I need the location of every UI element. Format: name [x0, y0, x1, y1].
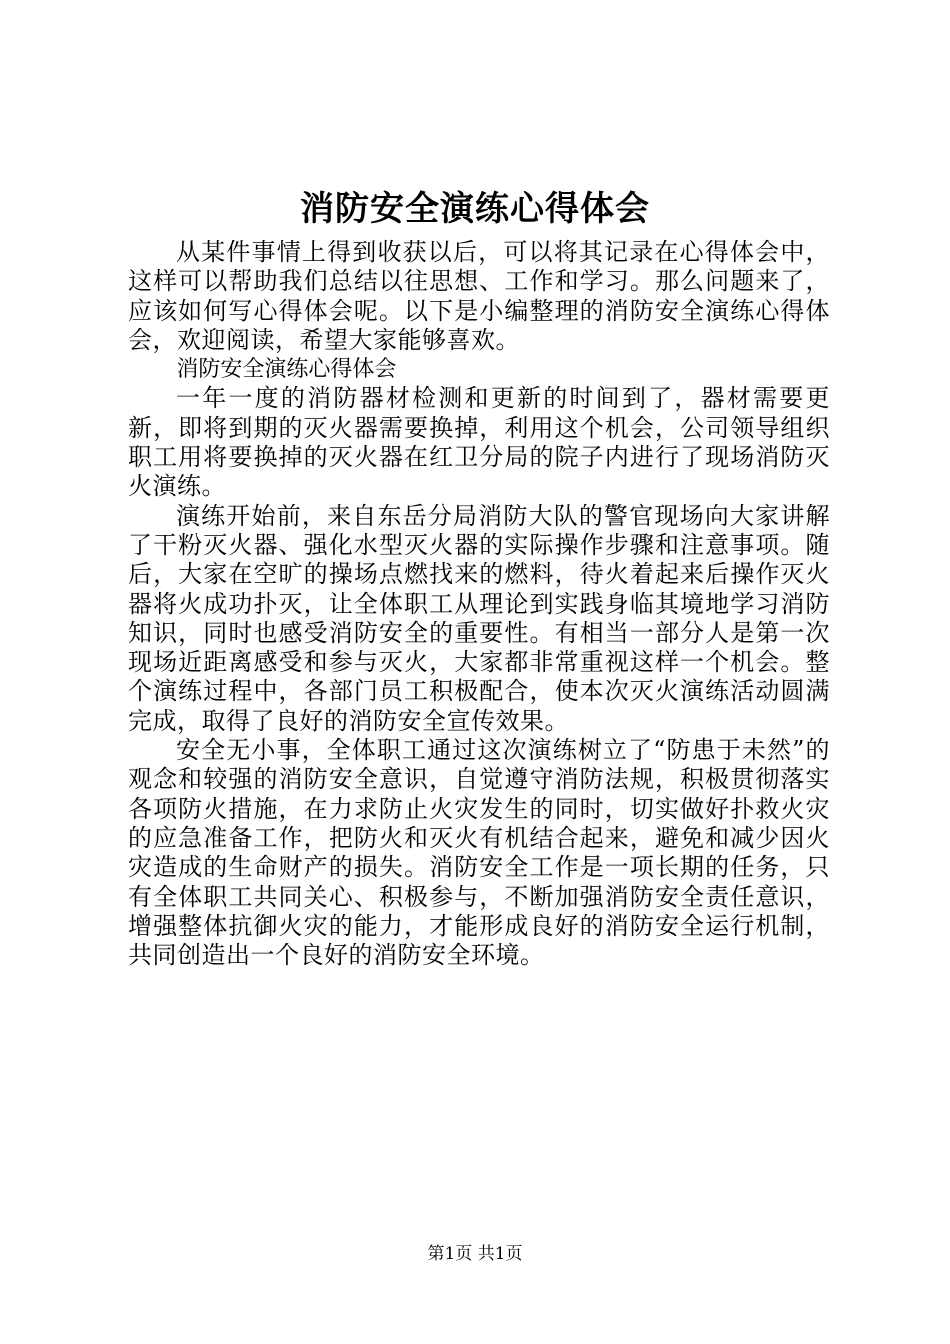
document-title: 消防安全演练心得体会	[300, 189, 650, 229]
body-paragraph-1: 一年一度的消防器材检测和更新的时间到了，器材需要更新，即将到期的灭火器需要换掉，利用这个机会，公司领导组织职工用将要换掉的灭火器在红卫分局的院子内进行了现场消防灭火演练。	[128, 384, 830, 501]
section-heading: 消防安全演练心得体会	[176, 357, 397, 383]
intro-paragraph: 从某件事情上得到收获以后，可以将其记录在心得体会中，这样可以帮助我们总结以往思想、工作和学习。那么问题来了，应该如何写心得体会呢。以下是小编整理的消防安全演练心得体会，欢迎阅读，希望大家能够喜欢。	[128, 238, 830, 354]
document-body	[128, 238, 830, 970]
body-paragraph-3: 安全无小事，全体职工通过这次演练树立了“防患于未然”的观念和较强的消防安全意识，自觉遵守消防法规，积极贯彻落实各项防火措施，在力求防止火灾发生的同时，切实做好扑救火灾的应急准备工作，把防火和灭火有机结合起来，避免和减少因火灾造成的生命财产的损失。消防安全工作是一项长期的任务，只有全体职工共同关心、积极参与，不断加强消防安全责任意识，增强整体抗御火灾的能力，才能形成良好的消防安全运行机制，共同创造出一个良好的消防安全环境。	[128, 736, 830, 970]
body-paragraph-2: 演练开始前，来自东岳分局消防大队的警官现场向大家讲解了干粉灭火器、强化水型灭火器的实际操作步骤和注意事项。随后，大家在空旷的操场点燃找来的燃料，待火着起来后操作灭火器将火成功扑灭，让全体职工从理论到实践身临其境地学习消防知识，同时也感受消防安全的重要性。有相当一部分人是第一次现场近距离感受和参与灭火，大家都非常重视这样一个机会。整个演练过程中，各部门员工积极配合，使本次灭火演练活动圆满完成，取得了良好的消防安全宣传效果。	[128, 501, 830, 735]
page-footer: 第1页 共1页	[427, 1244, 523, 1264]
